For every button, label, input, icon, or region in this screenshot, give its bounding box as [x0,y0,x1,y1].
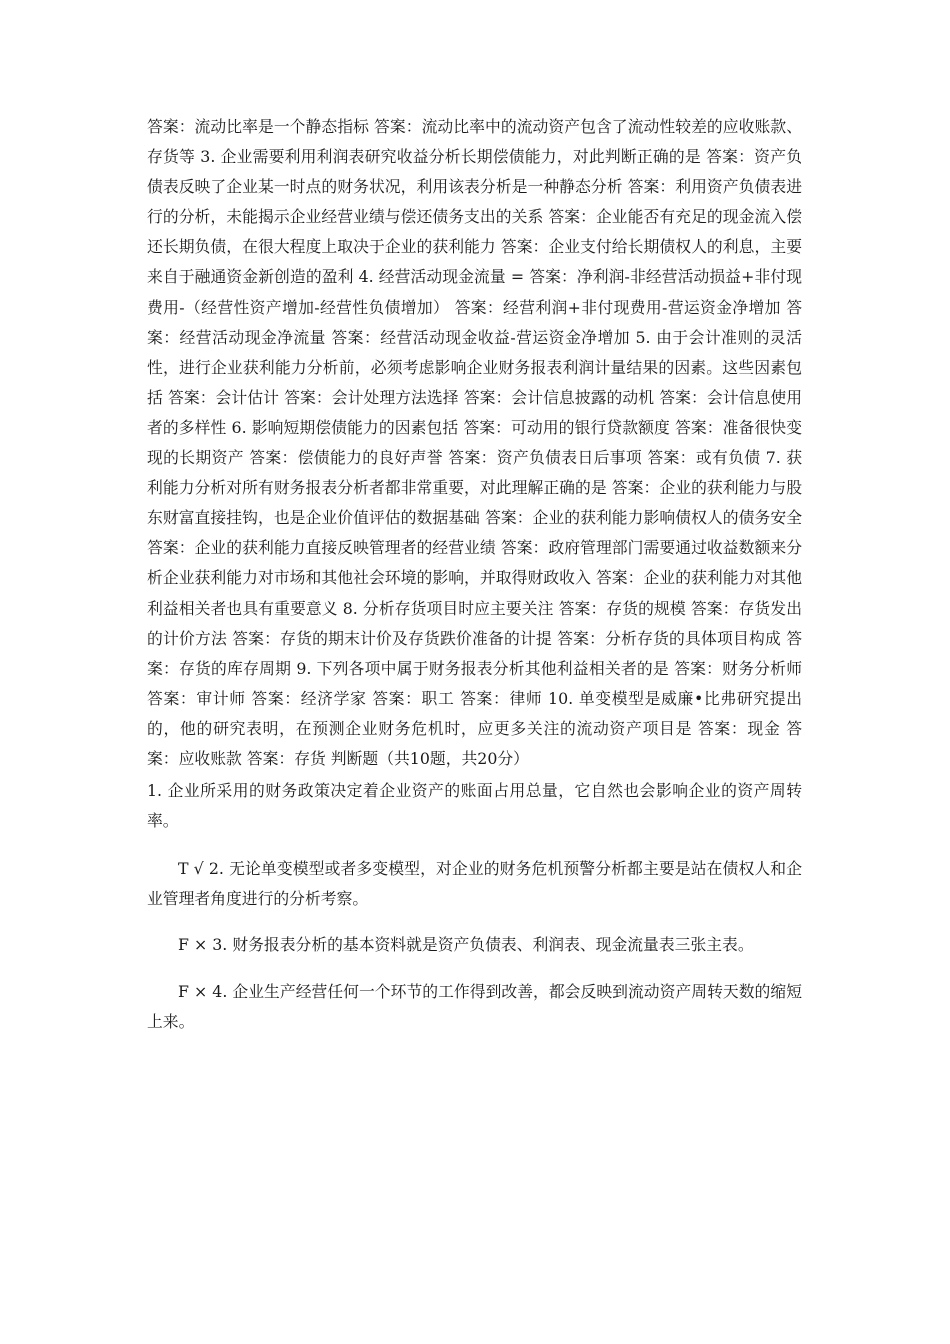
true-false-question-2: T √ 2. 无论单变模型或者多变模型，对企业的财务危机预警分析都主要是站在债权人和企业管理者角度进行的分析考察。 [147,859,802,909]
document-body [147,112,802,1037]
true-false-question-1: 1. 企业所采用的财务政策决定着企业资产的账面占用总量，它自然也会影响企业的资产周转率。 [147,781,802,831]
main-paragraph: 答案：流动比率是一个静态指标 答案：流动比率中的流动资产包含了流动性较差的应收账款、存货等 3. 企业需要利用利润表研究收益分析长期偿债能力，对此判断正确的是 答案：资产负债表反映了企业某一时点的财务状况，利用该表分析是一种静态分析 答案：利用资产负债表进行的分析，未能揭示企业经营业绩与偿还债务支出的关系 答案：企业能否有充足的现金流入偿还长期负债，在很大程度上取决于企业的获利能力 答案：企业支付给长期债权人的利息，主要来自于融通资金新创造的盈利 4. 经营活动现金流量 = 答案：净利润-非经营活动损益+非付现费用-（经营性资产增加-经营性负债增加） 答案：经营利润+非付现费用-营运资金净增加 答案：经营活动现金净流量 答案：经营活动现金收益-营运资金净增加 5. 由于会计准则的灵活性，进行企业获利能力分析前，必须考虑影响企业财务报表利润计量结果的因素。这些因素包括 答案：会计估计 答案：会计处理方法选择 答案：会计信息披露的动机 答案：会计信息使用者的多样性 6. 影响短期偿债能力的因素包括 答案：可动用的银行贷款额度 答案：准备很快变现的长期资产 答案：偿债能力的良好声誉 答案：资产负债表日后事项 答案：或有负债 7. 获利能力分析对所有财务报表分析者都非常重要，对此理解正确的是 答案：企业的获利能力与股东财富直接挂钩，也是企业价值评估的数据基础 答案：企业的获利能力影响债权人的债务安全 答案：企业的获利能力直接反映管理者的经营业绩 答案：政府管理部门需要通过收益数额来分析企业获利能力对市场和其他社会环境的影响，并取得财政收入 答案：企业的获利能力对其他利益相关者也具有重要意义 8. 分析存货项目时应主要关注 答案：存货的规模 答案：存货发出的计价方法 答案：存货的期末计价及存货跌价准备的计提 答案：分析存货的具体项目构成 答案：存货的库存周期 9. 下列各项中属于财务报表分析其他利益相关者的是 答案：财务分析师 答案：审计师 答案：经济学家 答案：职工 答案：律师 10. 单变模型是威廉•比弗研究提出的，他的研究表明，在预测企业财务危机时，应更多关注的流动资产项目是 答案：现金 答案：应收账款 答案：存货 判断题（共10题，共20分） [147,117,802,768]
true-false-question-4: F × 4. 企业生产经营任何一个环节的工作得到改善，都会反映到流动资产周转天数的缩短上来。 [147,981,802,1031]
true-false-question-3: F × 3. 财务报表分析的基本资料就是资产负债表、利润表、现金流量表三张主表。 [178,935,754,955]
